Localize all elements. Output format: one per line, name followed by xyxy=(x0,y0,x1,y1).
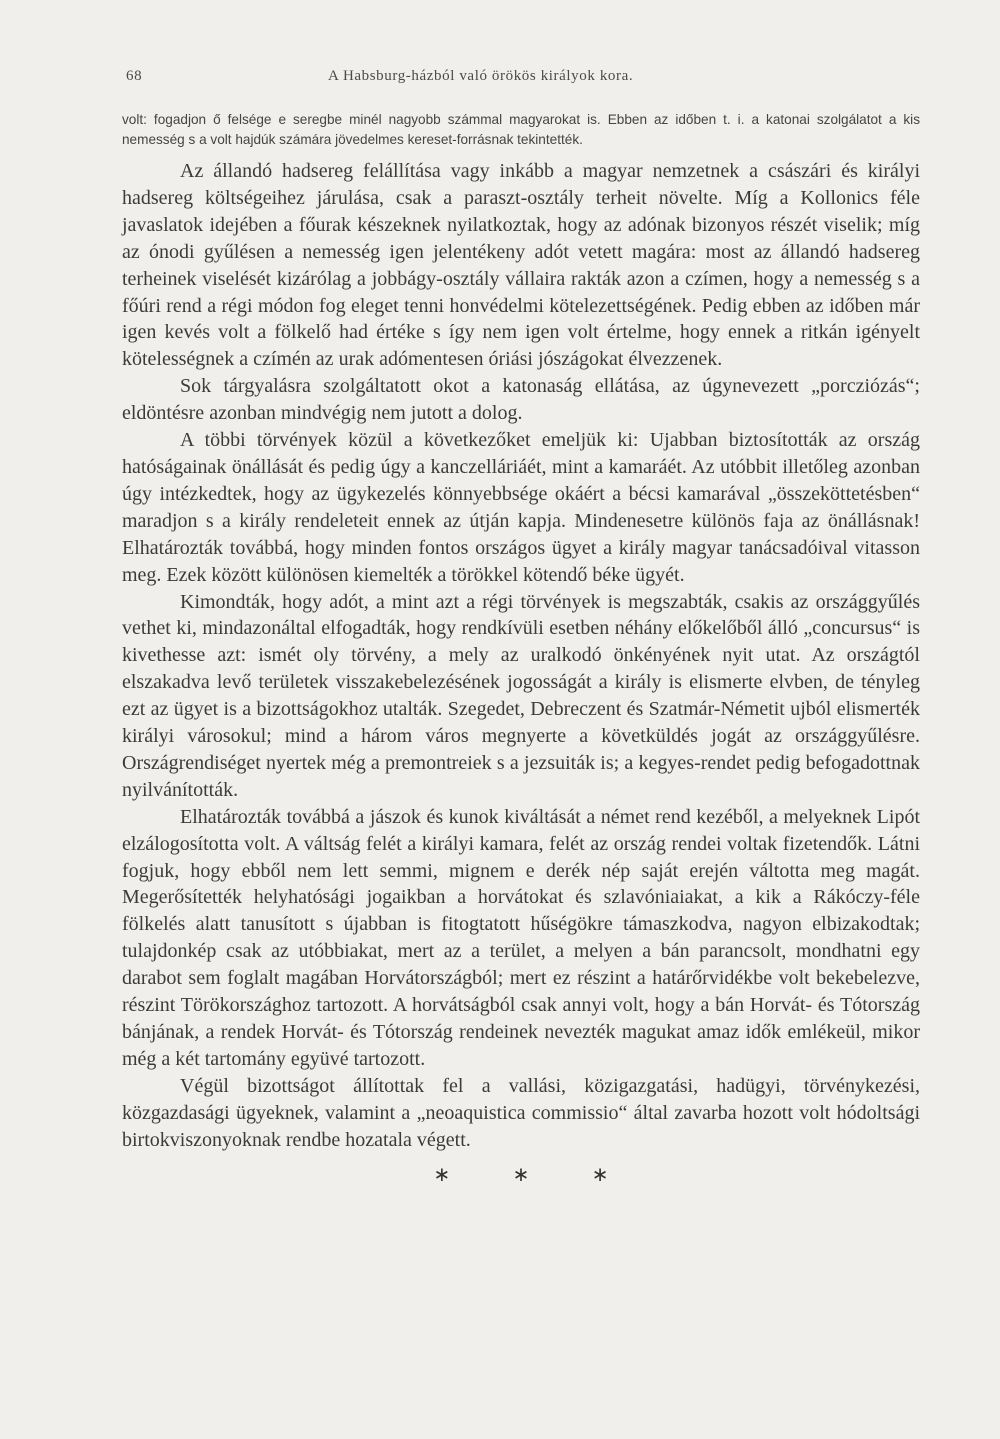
paragraph-porciozas: Sok tárgyalásra szolgáltatott okot a katonaság ellátása, az úgynevezett „porcziózás“; eldöntésre azonban mindvégig nem jutott a dolog. xyxy=(122,375,920,425)
section-break-asterisks: ∗ ∗ ∗ xyxy=(433,1161,637,1186)
paragraph-taxation: Kimondták, hogy adót, a mint azt a régi törvények is megszabták, csakis az országgyűlés vethet ki, mindazonáltal elfogadták, hogy rendkívüli esetben néhány előkelőből álló „concursus“ is kivethesse azt: ismét oly törvény, a mely az uralkodó önkényének nyit utat. Az országtól elszakadva levő területek visszakebelezésének jogosságát a király is elismerte elvben, de tényleg ezt az ügyet is a bizottságokhoz utalták. Szegedet, Debreczent és Szatmár-Németit ujból elismerték királyi városokul; mind a három város megnyerte a követküldés jogát az országgyűlésre. Országrendiséget nyertek még a premontreiek s a jezsuiták is; a kegyes-rendet pedig befogadottnak nyilvánították. xyxy=(122,590,920,801)
page-number: 68 xyxy=(126,68,143,84)
page-header xyxy=(122,62,920,90)
book-page xyxy=(122,62,920,1186)
small-print-paragraph: volt: fogadjon ő felsége e seregbe minél nagyobb számmal magyarokat is. Ebben az időben t. i. a katonai szolgálatot a kis nemesség s a volt hajdúk számára jövedelmes kereset-forrásnak tekintették. xyxy=(122,112,920,147)
paragraph-other-laws: A többi törvények közül a következőket emeljük ki: Ujabban biztosították az ország hatóságainak önállását és pedig úgy a kanczelláriáét, mint a kamaráét. Az utóbbit illetőleg azonban úgy intézkedtek, hogy az ügykezelés könnyebbsége okáért a bécsi kamarával „összeköttetésben“ maradjon s a király rendeleteit ennek az útján kapja. Mindenesetre különös faja az önállásnak! Elhatározták továbbá, hogy minden fontos országos ügyet a király magyar tanácsadóival vitasson meg. Ezek között különösen kiemelték a törökkel kötendő béke ügyét. xyxy=(122,429,920,586)
paragraph-jazygians-cumans: Elhatározták továbbá a jászok és kunok kiváltását a német rend kezéből, a melyeknek Lipót elzálogosította volt. A váltság felét a királyi kamara, felét az ország rendei voltak fizetendők. Látni fogjuk, hogy ebből nem lett semmi, mignem e derék nép saját erején váltotta meg magát. Megerősítették helyhatósági jogaikban a horvátokat és szlavóniaiakat, a kik a Rákóczy-féle fölkelés alatt tanusított s újabban is fitogtatott hűségökre támaszkodva, nagyon elbizakodtak; tulajdonkép csak az utóbbiakat, mert az a terület, a melyen a bán parancsolt, mondhatni egy darabot sem foglalt magában Horvátországból; mert ez részint a határőrvidékbe volt bekebelezve, részint Törökországhoz tartozott. A horvátságból csak annyi volt, hogy a bán Horvát- és Tótország bánjának, a rendek Horvát- és Tótország rendeinek nevezték magukat amaz idők emlékeül, mikor még a két tartomány együvé tartozott. xyxy=(122,805,920,1070)
paragraph-committees: Végül bizottságot állítottak fel a vallási, közigazgatási, hadügyi, törvénykezési, közgazdasági ügyeknek, valamint a „neoaquistica commissio“ által zavarba hozott volt hódoltsági birtokviszonyoknak rendbe hozatala végett. xyxy=(122,1074,920,1151)
running-title: A Habsburg-házból való örökös királyok kora. xyxy=(328,68,634,84)
paragraph-standing-army: Az állandó hadsereg felállítása vagy inkább a magyar nemzetnek a császári és királyi hadsereg költségeihez járulása, csak a paraszt-osztály terheit növelte. Míg a Kollonics féle javaslatok idejében a főurak készeknek nyilatkoztak, hogy az adónak bizonyos részét viselik; míg az ónodi gyűlésen a nemesség igen jelentékeny adót vetett magára: most az állandó hadsereg terheinek viselését kizárólag a jobbágy-osztály vállaira rakták azon a czímen, hogy a nemesség s a főúri rend a régi módon fog eleget tenni honvédelmi kötelezettségének. Pedig ebben az időben már igen kevés volt a fölkelő had értéke s így nem igen volt értelme, hogy ennek a ritkán igényelt kötelességnek a czímén az urak adómentesen óriási jószágokat élvezzenek. xyxy=(122,160,920,371)
body-text xyxy=(122,158,920,1154)
